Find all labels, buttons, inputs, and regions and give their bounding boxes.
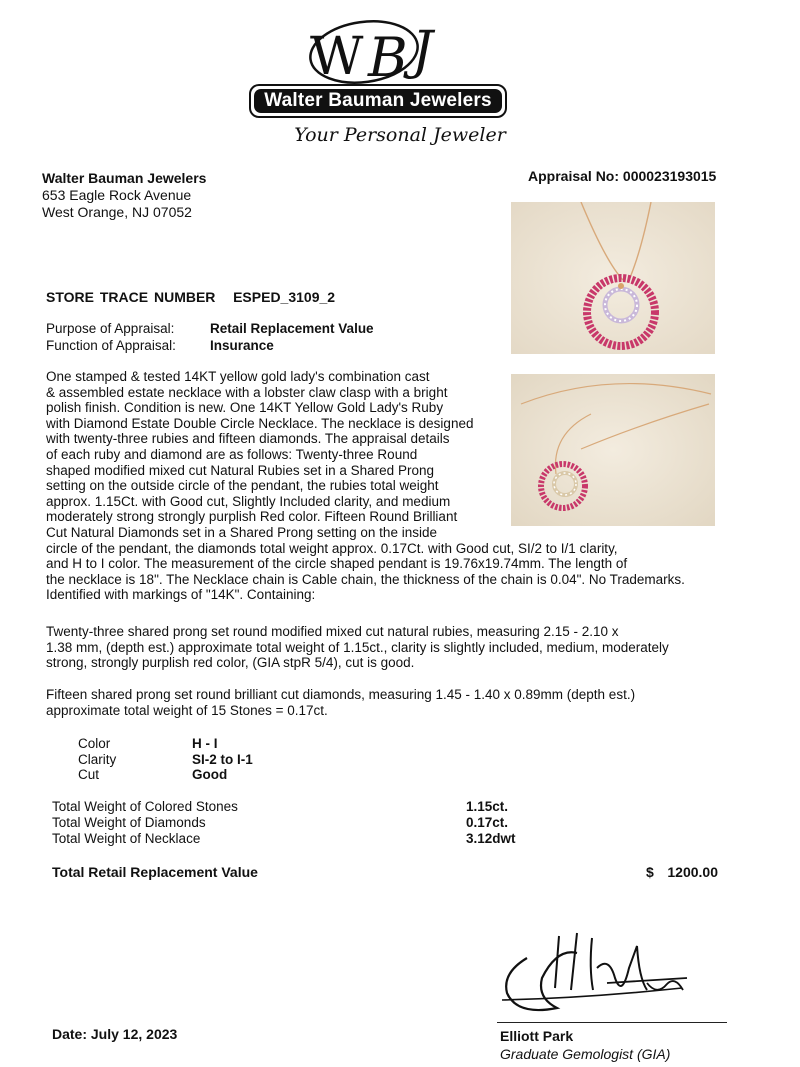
- description-line: & assembled estate necklace with a lobster claw clasp with a bright: [46, 384, 448, 400]
- total-value: 1200.00: [667, 864, 718, 880]
- purpose-label: Purpose of Appraisal:: [46, 321, 175, 336]
- description-line: polish finish. Condition is new. One 14KT Yellow Gold Lady's Ruby: [46, 400, 444, 416]
- grade-value-color: H - I: [192, 736, 218, 751]
- rubies-line: Twenty-three shared prong set round modified mixed cut natural rubies, measuring 2.15 - 2.10 x: [46, 624, 619, 639]
- description-line: One stamped & tested 14KT yellow gold lady's combination cast: [46, 369, 430, 384]
- description-line: with Diamond Estate Double Circle Necklace. The necklace is designed: [46, 415, 474, 431]
- company-banner: [249, 84, 507, 118]
- company-banner-text: Walter Bauman Jewelers: [254, 89, 502, 113]
- signer-name: Elliott Park: [500, 1028, 574, 1044]
- appraisal-number: Appraisal No: 000023193015: [528, 168, 717, 184]
- svg-text:J: J: [412, 21, 433, 81]
- rubies-paragraph: [46, 624, 786, 671]
- svg-text:B: B: [368, 26, 408, 87]
- grade-value-clarity: SI-2 to I-1: [192, 752, 253, 767]
- description-line: circle of the pendant, the diamonds total weight approx. 0.17Ct. with Good cut, SI/2 to I/1 clarity,: [46, 540, 618, 556]
- description-paragraph: [46, 369, 786, 603]
- tagline: Your Personal Jeweler: [294, 124, 506, 146]
- store-address-line2: West Orange, NJ 07052: [42, 204, 192, 220]
- description-line: of each ruby and diamond are as follows: Twenty-three Round: [46, 446, 418, 462]
- description-line: approx. 1.15Ct. with Good cut, Slightly Included clarity, and medium: [46, 493, 451, 509]
- description-line: with twenty-three rubies and fifteen diamonds. The appraisal details: [46, 431, 450, 447]
- wbj-monogram: [240, 12, 540, 87]
- total-currency: $: [646, 864, 654, 880]
- appraisal-date: Date: July 12, 2023: [52, 1026, 178, 1042]
- weight-value-colored-stones: 1.15ct.: [466, 799, 509, 814]
- store-address: [42, 170, 206, 221]
- description-line: setting on the outside circle of the pendant, the rubies total weight: [46, 478, 439, 494]
- description-line: moderately strong strongly purplish Red color. Fifteen Round Brilliant: [46, 509, 458, 525]
- diamonds-paragraph: [46, 687, 786, 718]
- weight-value-diamonds: 0.17ct.: [466, 815, 509, 830]
- weight-label-colored-stones: Total Weight of Colored Stones: [52, 799, 238, 814]
- description-line: the necklace is 18". The Necklace chain is Cable chain, the thickness of the chain is 0.04". No Trademarks.: [46, 571, 685, 587]
- weight-label-diamonds: Total Weight of Diamonds: [52, 815, 206, 830]
- description-line: Cut Natural Diamonds set in a Shared Prong setting on the inside: [46, 524, 437, 540]
- signer-title: Graduate Gemologist (GIA): [500, 1046, 671, 1062]
- purpose-value: Retail Replacement Value: [210, 321, 374, 336]
- grade-label-clarity: Clarity: [78, 752, 117, 767]
- rubies-line: 1.38 mm, (depth est.) approximate total weight of 1.15ct., clarity is slightly included, medium, moderately: [46, 639, 669, 655]
- store-trace-value: ESPED_3109_2: [233, 289, 336, 305]
- weight-value-necklace: 3.12dwt: [466, 831, 516, 846]
- store-name: Walter Bauman Jewelers: [42, 170, 207, 186]
- store-address-line1: 653 Eagle Rock Avenue: [42, 187, 192, 203]
- diamonds-line: approximate total weight of 15 Stones = 0.17ct.: [46, 702, 328, 718]
- svg-text:W: W: [310, 27, 364, 87]
- store-trace: [46, 289, 335, 305]
- grade-value-cut: Good: [192, 767, 228, 782]
- description-line: shaped modified mixed cut Natural Rubies set in a Shared Prong: [46, 462, 434, 478]
- function-label: Function of Appraisal:: [46, 338, 176, 353]
- grade-label-cut: Cut: [78, 767, 100, 782]
- store-trace-label: STORE TRACE NUMBER: [46, 289, 216, 305]
- grade-label-color: Color: [78, 736, 111, 751]
- diamonds-line: Fifteen shared prong set round brilliant cut diamonds, measuring 1.45 - 1.40 x 0.89mm (depth est.): [46, 687, 636, 702]
- description-line: Identified with markings of "14K". Containing:: [46, 587, 316, 603]
- necklace-photo-pendant: [511, 202, 715, 354]
- rubies-line: strong, strongly purplish red color, (GIA stpR 5/4), cut is good.: [46, 655, 415, 671]
- total-label: Total Retail Replacement Value: [52, 864, 258, 880]
- signature: [497, 928, 697, 1020]
- signature-line: [497, 1022, 727, 1023]
- description-line: and H to I color. The measurement of the circle shaped pendant is 19.76x19.74mm. The length of: [46, 556, 628, 572]
- weight-label-necklace: Total Weight of Necklace: [52, 831, 201, 846]
- function-value: Insurance: [210, 338, 274, 353]
